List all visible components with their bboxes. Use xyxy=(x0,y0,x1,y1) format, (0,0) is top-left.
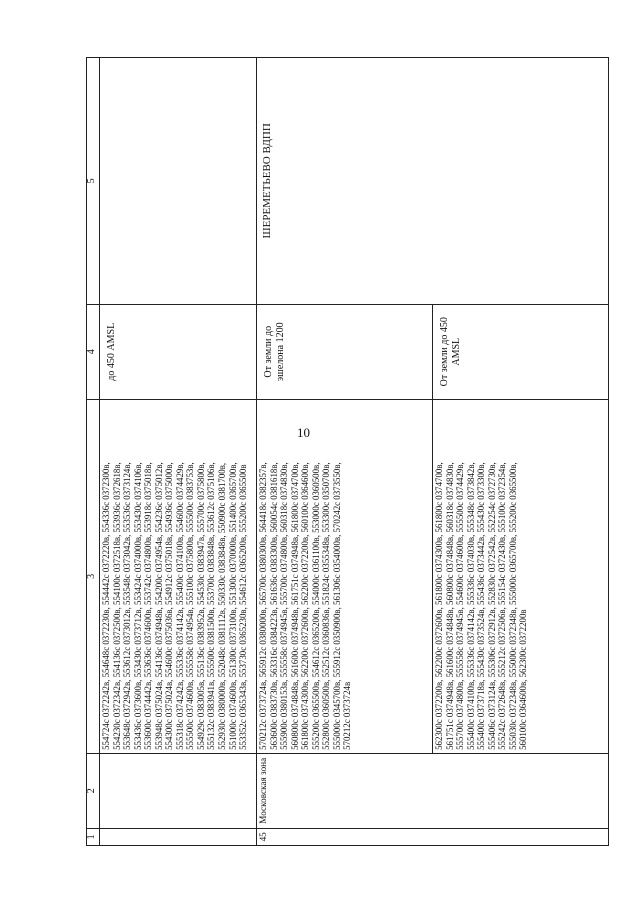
coordinate-line: 555700с 0374800в, 555558с 0374945в, 554600с 0374600в, 555500с 0374429в, xyxy=(455,462,466,750)
row-number xyxy=(100,828,257,845)
coordinate-line: 555900с 0380153в, 555558с 0374945в, 555700с 0374800в, 560318с 0374830в, xyxy=(279,462,290,750)
table-frame xyxy=(86,57,609,846)
header-col-3: 3 xyxy=(87,399,100,753)
coordinate-line: 553600с 0374442в, 553636с 0374600в, 553742с 0374800в, 553918с 0375018в, xyxy=(143,462,154,750)
header-col-4: 4 xyxy=(87,304,100,399)
coordinate-line: 553352с 0365343в, 553730с 0365230в, 554612с 0365200в, 555200с 0365500в xyxy=(238,464,249,750)
coordinate-line: 560100с 0364600в, 562300с 0372200в xyxy=(518,609,529,750)
coordinate-line: 561800с 0374300в, 562200с 0372600в, 562200с 0372200в, 560100с 0364600в, xyxy=(300,462,311,750)
coordinate-line: 552930с 0380000в, 552048с 0381112в, 550330с 0383848в, 550900с 0381700в, xyxy=(217,462,228,750)
coordinate-line: 555030с 0372348в, 555000с 0372348в, 555000с 0365700в, 555200с 0365500в, xyxy=(507,462,518,750)
coordinates-cell xyxy=(257,399,433,753)
table-row-45a xyxy=(257,58,433,846)
coordinate-line: 551000с 0374600в, 551300с 0373100в, 551300с 0370000в, 551400с 0365700в, xyxy=(227,462,238,750)
coordinates-cell xyxy=(433,399,609,753)
coordinate-line: 563600с 0383730в, 563316с 0384223в, 561636с 0383300в, 560054с 0381618в, xyxy=(268,462,279,750)
header-row xyxy=(87,58,100,846)
row-number: 45 xyxy=(257,828,609,845)
coordinate-line: 555318с 0374242в, 555336с 0374142в, 555400с 0374100в, 554600с 0374429в, xyxy=(174,462,185,750)
header-col-1: 1 xyxy=(87,828,100,845)
coordinate-line: 570212с 0373724в, 565912с 0380000в, 565700с 0380300в, 564418с 0382357в, xyxy=(258,462,268,750)
coordinate-line: 562300с 0372200в, 562200с 0372600в, 561800с 0374300в, 561800с 0374700в, xyxy=(434,462,444,750)
coordinate-line: 553436с 0373600в, 553430с 0373712в, 553424с 0374000в, 553430с 0374106в, xyxy=(132,462,143,750)
place-cell xyxy=(100,58,257,305)
altitude-cell: От земли до эшелона 1200 xyxy=(257,304,433,399)
coordinate-line: 555400с 0374100в, 555336с 0374142в, 555336с 0374030в, 555348с 0373842в, xyxy=(465,462,476,750)
page-number: 10 xyxy=(297,425,310,440)
coordinate-line: 555000с 0345700в, 555912с 0350900в, 561306с 0354000в, 570242с 0373550в, xyxy=(331,462,342,750)
zone-name xyxy=(100,753,257,828)
place-cell: ШЕРЕМЕТЬЕВО ВДПП xyxy=(257,58,609,305)
coordinate-line: 554230с 0372342в, 554136с 0372500в, 554100с 0372518в, 553936с 0372618в, xyxy=(111,462,122,750)
coordinate-line: 561751с 0374948в, 561600с 0374848в, 560800с 0374848в, 560318с 0374830в, xyxy=(444,462,455,750)
header-col-2: 2 xyxy=(87,753,100,828)
altitude-cell: От земли до 450 AMSL xyxy=(433,304,609,399)
coordinate-line: 554929с 0383005в, 555136с 0383952в, 554530с 0383947в, 555700с 0375800в, xyxy=(195,462,206,750)
altitude-cell: до 450 AMSL xyxy=(100,304,257,399)
rotated-table-wrapper xyxy=(86,57,609,846)
coordinate-line: 555406с 0373124в, 555306с 0372912в, 552830с 0372542в, 552254с 0372730в, xyxy=(486,462,497,750)
coordinate-line: 554724с 0372242в, 554648с 0372230в, 554442с 0372220в, 554336с 0372300в, xyxy=(101,462,111,750)
coordinates-cell xyxy=(100,399,257,753)
coordinate-line: 552800с 0360500в, 552512с 0360836в, 551824с 0355348в, 553300с 0350700в, xyxy=(321,462,332,750)
zone-name: Московская зона xyxy=(257,753,609,828)
coordinate-line: 555500с 0374600в, 555558с 0374954в, 555100с 0375800в, 555500с 0383753в, xyxy=(185,462,196,750)
coordinate-line: 555400с 0373718в, 555430с 0373524в, 555436с 0373442в, 555430с 0373300в, xyxy=(476,462,487,750)
coordinate-line: 555132с 0383941в, 555500с 0381500в, 553700с 0383848в, 553612с 0375106в, xyxy=(206,462,217,750)
zones-table xyxy=(86,57,609,846)
header-col-5: 5 xyxy=(87,58,100,305)
coordinate-line: 554300с 0375024в, 554600с 0375036в, 554912с 0375018в, 554936с 0375000в, xyxy=(164,462,175,750)
coordinate-line: 553948с 0375024в, 554136с 0374948в, 554200с 0374954в, 554236с 0375012в, xyxy=(153,462,164,750)
coordinate-line: 560800с 0374848в, 561600с 0374948в, 561751с 0374948в, 561800с 0374700в, xyxy=(289,462,300,750)
coordinate-line: 553648с 0372942в, 553612с 0373012в, 553548с 0373042в, 553536с 0373124в, xyxy=(122,462,133,750)
coordinate-line: 570212с 0373724в xyxy=(342,681,353,750)
coordinate-line: 555200с 0365500в, 554612с 0365200в, 554000с 0361100в, 553000с 0360500в, xyxy=(310,462,321,750)
coordinate-line: 555242с 0372648в, 555212с 0372506в, 555154с 0372430в, 555100с 0372354в, xyxy=(497,462,508,750)
table-row-continuation xyxy=(100,58,257,846)
